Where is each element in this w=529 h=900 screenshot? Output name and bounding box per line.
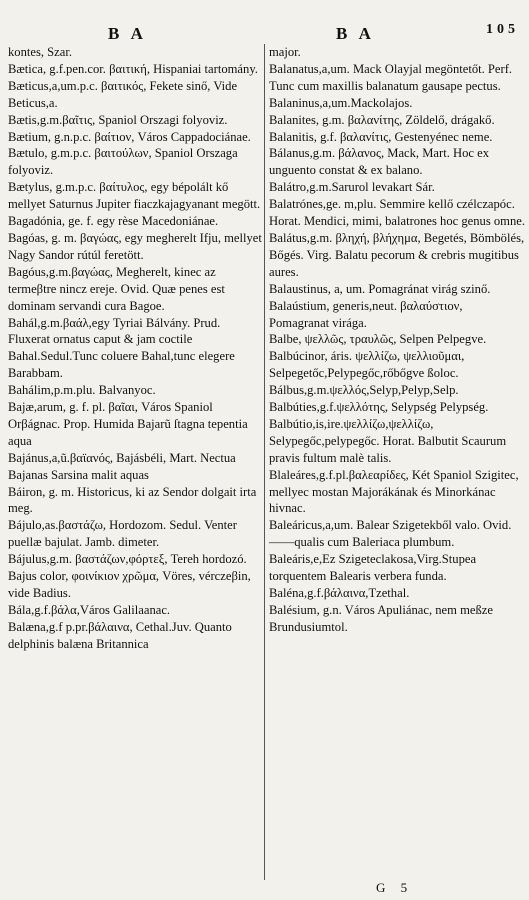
right-column xyxy=(269,44,525,636)
dictionary-entry: Balbútio,is,ire.ψελλίζω,ψελλίζω, Selypegőc,pelypegőc. Horat. Balbutit Scaurum pravis fultum malè talis. xyxy=(269,416,507,465)
header-left-letters: B A xyxy=(108,24,147,43)
column-divider xyxy=(264,44,265,880)
dictionary-entry: Bætica, g.f.pen.cor. βαιτική, Hispaniai tartomány. xyxy=(8,61,258,76)
dictionary-entry: Bajæ,arum, g. f. pl. βαῖαι, Város Spaniol Orβágnac. Prop. Humida Bajarũ ſtagna tepentia aqua xyxy=(8,400,248,448)
dictionary-entry: Balaninus,a,um.Mackolajos. xyxy=(269,95,413,110)
dictionary-entry: Balésium, g.n. Város Apuliánac, nem meßze Brundusiumtol. xyxy=(269,602,493,634)
dictionary-entry: Balanatus,a,um. Mack Olayjal megöntetőt. Perf. Tunc cum maxillis balanatum gausape pectus. xyxy=(269,61,513,93)
dictionary-entry: Balaústium, generis,neut. βαλαύστιον, Pomagranat virága. xyxy=(269,298,463,330)
dictionary-entry: Bætis,g.m.βαῖτις, Spaniol Orszagi folyoviz. xyxy=(8,112,228,127)
dictionary-entry: Bagóus,g.m.βαγώας, Megherelt, kinec az termeβtre nincz ereje. Ovid. Quæ penes est dominam servandi cura Bagoe. xyxy=(8,264,225,313)
dictionary-entry: Balaustinus, a, um. Pomagránat virág szinő. xyxy=(269,281,491,296)
dictionary-entry: Bæticus,a,um.p.c. βαιτικός, Fekete sinő, Vide Beticus,a. xyxy=(8,78,238,110)
header-right-letters: B A xyxy=(336,24,375,43)
dictionary-entry: Blaleáres,g.f.pl.βαλεαρίδες, Két Spaniol Szigitec, mellyec mostan Majorákának és Minorkánac hivnac. xyxy=(269,467,519,516)
dictionary-entry: Bagóas, g. m. βαγώας, egy megherelt Ifju, mellyet Nagy Sandor rútúl feretött. xyxy=(8,230,262,262)
left-column xyxy=(8,44,264,653)
dictionary-entry: Baléna,g.f.βάλαινα,Tzethal. xyxy=(269,586,410,600)
dictionary-entry: Baleáris,e,Ez Szigeteclakosa,Virg.Stupea torquentem Balearis verbera funda. xyxy=(269,552,477,584)
dictionary-entry: Balbe, ψελλῶς, τραυλῶς, Selpen Pelpegve. xyxy=(269,332,487,347)
dictionary-entry: major. xyxy=(269,45,301,59)
dictionary-entry: Bajus color, φοινίκιον χρῶμα, Vöres, vérczeβin, vide Badius. xyxy=(8,569,251,600)
dictionary-entry: Bálanus,g.m. βάλανος, Mack, Mart. Hoc ex unguento constat & ex balano. xyxy=(269,146,490,178)
dictionary-entry: Balbúcinor, áris. ψελλίζω, ψελλιοῦμαι, Selpegetőc,Pelypegőc,rőbőgve ßoloc. xyxy=(269,349,465,381)
dictionary-entry: Balanites, g.m. βαλανίτης, Zöldelő, drágakő. xyxy=(269,112,495,127)
dictionary-entry: Baleáricus,a,um. Balear Szigetekből valo. Ovid.——qualis cum Baleriaca plumbum. xyxy=(269,518,512,550)
dictionary-entry: Balátro,g.m.Sarurol levakart Sár. xyxy=(269,180,435,195)
dictionary-entry: Bálbus,g.m.ψελλός,Selyp,Pelyp,Selp. xyxy=(269,383,459,398)
dictionary-entry: Bájulo,as.βαστάζω, Hordozom. Sedul. Venter puellæ bajulat. Jamb. dimeter. xyxy=(8,518,237,550)
dictionary-entry: Balanitis, g.f. βαλανίτις, Gestenyénec neme. xyxy=(269,129,493,144)
dictionary-entry: Báiron, g. m. Historicus, ki az Sendor dolgait irta meg. xyxy=(8,484,257,516)
dictionary-entry: Bajánus,a,ũ.βαϊανός, Bajásbéli, Mart. Nectua Bajanas Sarsina malit aquas xyxy=(8,450,236,482)
dictionary-entry: Balátus,g.m. βληχή, βλήχημα, Begetés, Bömbölés, Bőgés. Virg. Balatu pecorum & crebris mugitibus aures. xyxy=(269,230,525,279)
dictionary-entry: Balatrónes,ge. m,plu. Semmire kellő czélczapóc. Horat. Mendici, mimi, balatrones hoc genus omne. xyxy=(269,197,526,229)
signature-mark: G 5 xyxy=(376,880,414,895)
dictionary-entry: Bahál,g.m.βαάλ,egy Tyriai Bálvány. Prud. Fluxerat ornatus caput & jam coctile Bahal.Sedul.Tunc coluere Bahal,tunc elegere Barabbam. xyxy=(8,315,235,381)
dictionary-entry: Bagadónia, ge. f. egy rèse Macedoniánae. xyxy=(8,214,219,229)
dictionary-entry: Balæna,g.f p.pr.βάλαινα, Cethal.Juv. Quanto delphinis balæna Britannica xyxy=(8,619,232,651)
dictionary-entry: Bahálim,p.m.plu. Balvanyoc. xyxy=(8,383,156,398)
page-number: 105 xyxy=(486,22,519,37)
dictionary-entry: Bætulo, g.m.p.c. βαιτούλων, Spaniol Orszaga folyoviz. xyxy=(8,146,238,178)
dictionary-entry: Balbúties,g.f.ψελλότης, Selypség Pelypség. xyxy=(269,400,489,415)
dictionary-entry: kontes, Szar. xyxy=(8,45,73,59)
dictionary-entry: Bætylus, g.m.p.c. βαίτυλος, egy bépolált kő mellyet Saturnus Jupiter fiaczkajagyanant megött. xyxy=(8,180,261,212)
dictionary-entry: Bájulus,g.m. βαστάζων,φόρτεξ, Tereh hordozó. xyxy=(8,552,247,567)
dictionary-entry: Bætium, g.n.p.c. βαίτιον, Város Cappadociánae. xyxy=(8,129,251,144)
dictionary-entry: Bála,g.f.βάλα,Város Galilaanac. xyxy=(8,602,171,617)
